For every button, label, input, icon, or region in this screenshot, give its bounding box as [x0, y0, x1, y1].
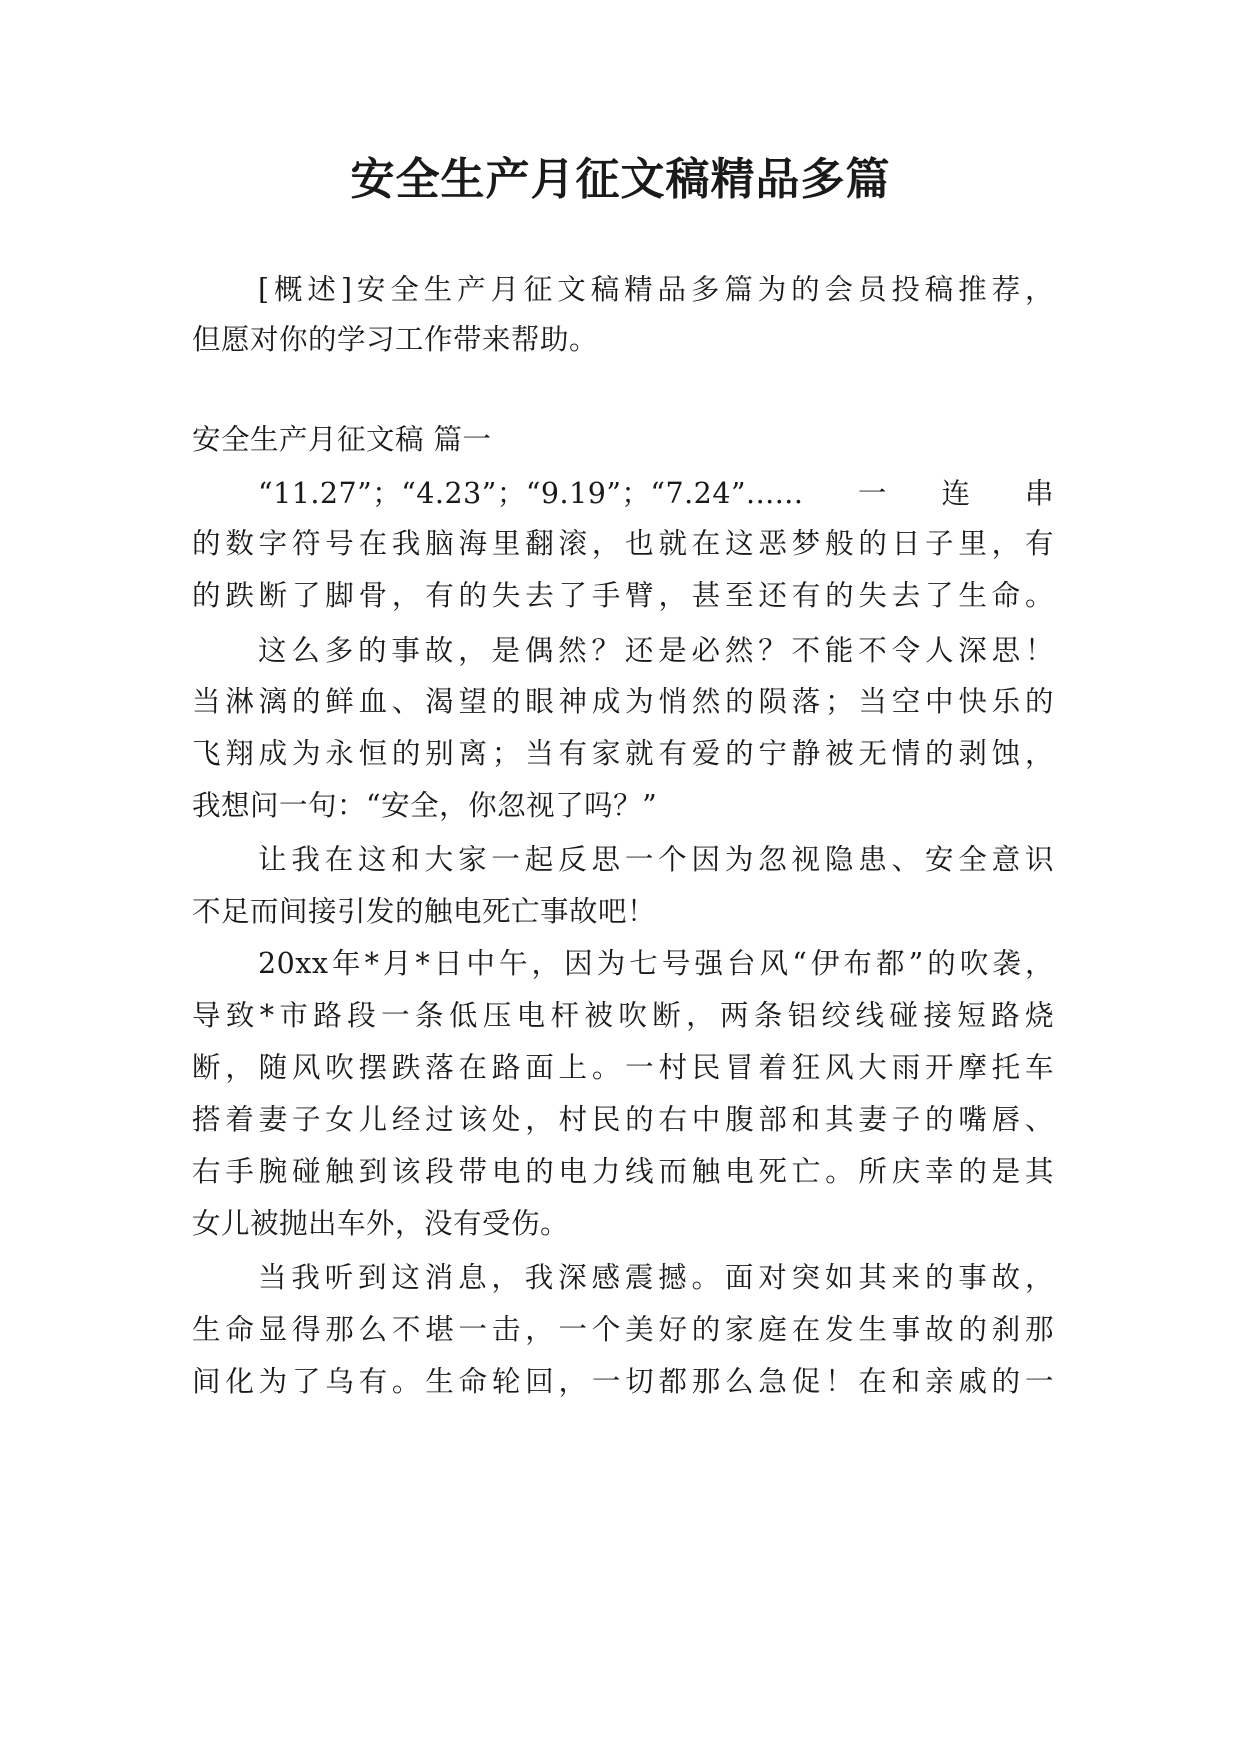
paragraph-line: 生命显得那么不堪一击，一个美好的家庭在发生事故的刹那: [192, 1313, 1054, 1346]
paragraph-line: 的数字符号在我脑海里翻滚，也就在这恶梦般的日子里，有: [192, 527, 1054, 560]
paragraph-line: 这么多的事故，是偶然？还是必然？不能不令人深思！: [258, 634, 1054, 667]
paragraph-line: 导致*市路段一条低压电杆被吹断，两条铝绞线碰接短路烧: [192, 999, 1054, 1032]
paragraph-line: 断，随风吹摆跌落在路面上。一村民冒着狂风大雨开摩托车: [192, 1051, 1054, 1084]
paragraph-line: 当我听到这消息，我深感震撼。面对突如其来的事故，: [258, 1261, 1054, 1294]
section-heading: 安全生产月征文稿 篇一: [192, 423, 492, 456]
document-title: 安全生产月征文稿精品多篇: [350, 154, 891, 205]
paragraph-line: 不足而间接引发的触电死亡事故吧！: [192, 895, 657, 928]
paragraph-line: 女儿被抛出车外，没有受伤。: [192, 1207, 570, 1240]
paragraph-line: 飞翔成为永恒的别离；当有家就有爱的宁静被无情的剥蚀，: [192, 737, 1054, 770]
paragraph-line: 当淋漓的鲜血、渴望的眼神成为悄然的陨落；当空中快乐的: [192, 685, 1054, 718]
paragraph-line: 我想问一句：“安全，你忽视了吗？”: [192, 789, 658, 822]
paragraph-line: 的跌断了脚骨，有的失去了手臂，甚至还有的失去了生命。: [192, 579, 1054, 612]
summary-line: 但愿对你的学习工作带来帮助。: [192, 323, 599, 356]
paragraph-line: 右手腕碰触到该段带电的电力线而触电死亡。所庆幸的是其: [192, 1155, 1054, 1188]
paragraph-line: 让我在这和大家一起反思一个因为忽视隐患、安全意识: [258, 843, 1054, 876]
paragraph-line: “11.27”；“4.23”；“9.19”；“7.24”......一连串: [258, 477, 1054, 510]
paragraph-line: 间化为了乌有。生命轮回，一切都那么急促！在和亲戚的一: [192, 1365, 1054, 1398]
paragraph-line: 搭着妻子女儿经过该处，村民的右中腹部和其妻子的嘴唇、: [192, 1103, 1054, 1136]
paragraph-line: 20xx年*月*日中午，因为七号强台风“伊布都”的吹袭，: [258, 947, 1054, 980]
summary-line: [概述]安全生产月征文稿精品多篇为的会员投稿推荐，: [258, 273, 1054, 306]
